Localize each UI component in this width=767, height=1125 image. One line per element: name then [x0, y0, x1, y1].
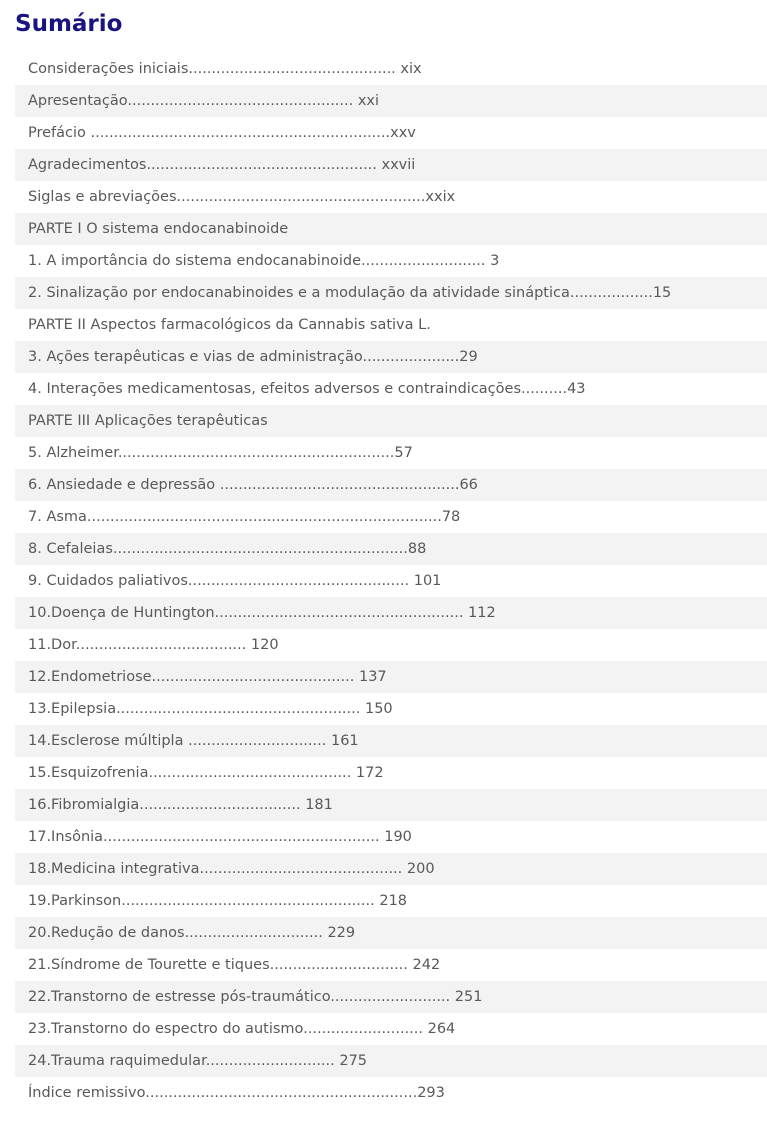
toc-entry: 15.Esquizofrenia............................................ 172 [28, 765, 384, 781]
toc-entry: 6. Ansiedade e depressão ....................................................66 [15, 469, 767, 501]
toc-entry: 3. Ações terapêuticas e vias de administração.....................29 [15, 341, 767, 373]
toc-entry: 5. Alzheimer............................................................57 [28, 445, 413, 461]
page-title: Sumário [15, 11, 123, 37]
toc-entry: 21.Síndrome de Tourette e tiques.............................. 242 [28, 957, 441, 973]
toc-entry: 12.Endometriose............................................ 137 [15, 661, 767, 693]
toc-entry: PARTE II Aspectos farmacológicos da Cannabis sativa L. [28, 317, 431, 333]
toc-entry: PARTE I O sistema endocanabinoide [15, 213, 767, 245]
toc-entry: Siglas e abreviações......................................................xxix [28, 189, 456, 205]
toc-entry: Índice remissivo...........................................................293 [28, 1085, 445, 1101]
toc-entry: 20.Redução de danos.............................. 229 [15, 917, 767, 949]
toc-entry: 19.Parkinson....................................................... 218 [28, 893, 408, 909]
toc-entry: 4. Interações medicamentosas, efeitos adversos e contraindicações..........43 [28, 381, 586, 397]
table-of-contents [15, 53, 767, 1109]
toc-entry: 13.Epilepsia..................................................... 150 [28, 701, 393, 717]
toc-entry: 18.Medicina integrativa............................................ 200 [15, 853, 767, 885]
toc-entry: Considerações iniciais............................................. xix [28, 61, 422, 77]
toc-entry: 9. Cuidados paliativos................................................ 101 [28, 573, 442, 589]
toc-entry: Apresentação................................................. xxi [15, 85, 767, 117]
toc-entry: 11.Dor..................................... 120 [28, 637, 279, 653]
toc-entry: 7. Asma.............................................................................78 [28, 509, 461, 525]
toc-entry: 16.Fibromialgia................................... 181 [15, 789, 767, 821]
toc-entry: 10.Doença de Huntington...................................................... 112 [15, 597, 767, 629]
toc-entry: Agradecimentos.................................................. xxvii [15, 149, 767, 181]
toc-entry: 17.Insônia............................................................ 190 [28, 829, 412, 845]
toc-entry: 22.Transtorno de estresse pós-traumático.......................... 251 [15, 981, 767, 1013]
toc-entry: Prefácio .................................................................xxv [28, 125, 416, 141]
toc-entry: 23.Transtorno do espectro do autismo.......................... 264 [28, 1021, 456, 1037]
toc-entry: 8. Cefaleias................................................................88 [15, 533, 767, 565]
toc-entry: 24.Trauma raquimedular............................ 275 [15, 1045, 767, 1077]
toc-entry: 14.Esclerose múltipla .............................. 161 [15, 725, 767, 757]
toc-entry: PARTE III Aplicações terapêuticas [15, 405, 767, 437]
toc-entry: 1. A importância do sistema endocanabinoide........................... 3 [28, 253, 500, 269]
toc-entry: 2. Sinalização por endocanabinoides e a modulação da atividade sináptica..................15 [15, 277, 767, 309]
